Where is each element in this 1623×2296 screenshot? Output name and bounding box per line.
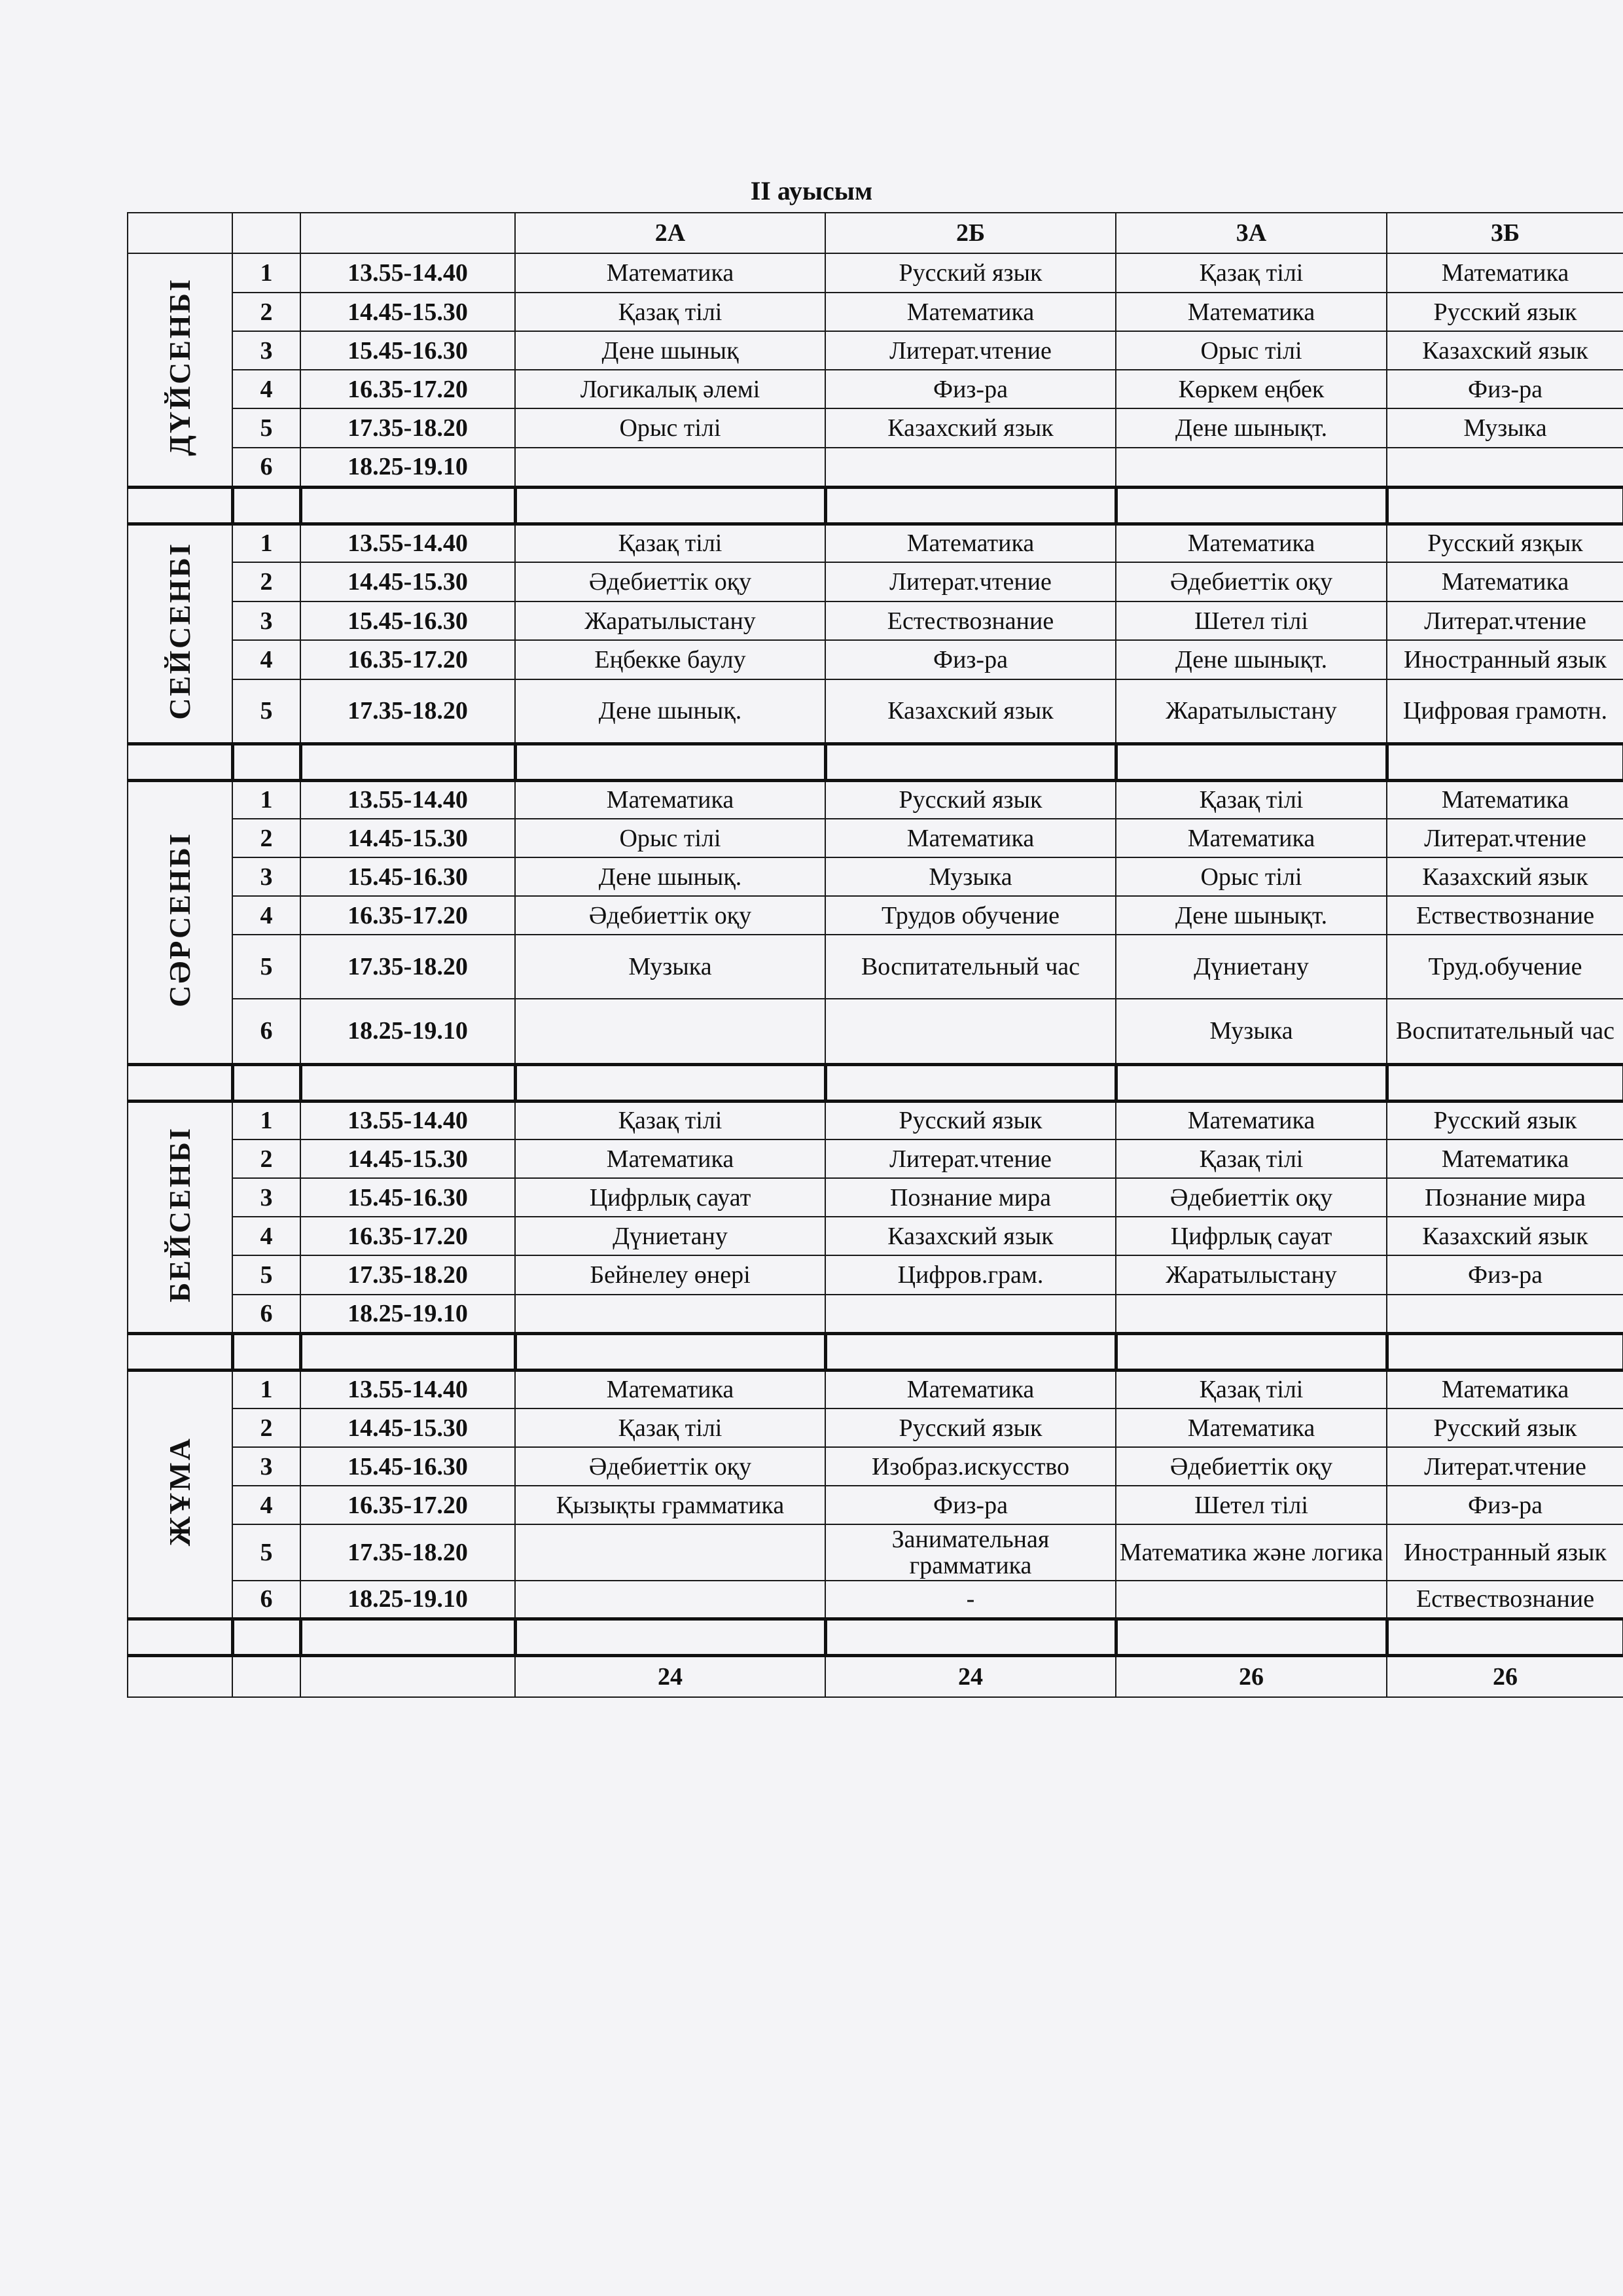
subject-cell: Қазақ тілі [1116, 780, 1387, 819]
lesson-row [128, 819, 1623, 857]
spacer-cell [128, 1619, 232, 1655]
subject-cell: Бейнелеу өнері [515, 1255, 825, 1295]
lesson-row [128, 331, 1623, 370]
spacer-cell [300, 1333, 515, 1370]
subject-cell [825, 999, 1116, 1064]
subject-cell [1116, 448, 1387, 487]
subject-cell: Әдебиеттік оқу [515, 1447, 825, 1486]
subject-cell: Цифровая грамотн. [1387, 679, 1623, 744]
lesson-row [128, 1255, 1623, 1295]
subject-cell: Дене шынық. [515, 857, 825, 896]
lesson-row [128, 1139, 1623, 1178]
lesson-row [128, 1101, 1623, 1139]
subject-cell: Математика [1387, 1370, 1623, 1408]
subject-cell: Әдебиеттік оқу [1116, 1178, 1387, 1217]
lesson-time: 18.25-19.10 [300, 448, 515, 487]
lesson-number: 6 [232, 999, 300, 1064]
totals-blank-cell [300, 1655, 515, 1697]
subject-cell: Математика [825, 819, 1116, 857]
class-total: 26 [1116, 1655, 1387, 1697]
spacer-cell [825, 744, 1116, 780]
subject-cell: Занимательная грамматика [825, 1524, 1116, 1581]
class-total: 24 [825, 1655, 1116, 1697]
lesson-number: 2 [232, 562, 300, 601]
subject-cell: Жаратылыстану [1116, 1255, 1387, 1295]
spacer-row [128, 487, 1623, 524]
totals-row [128, 1655, 1623, 1697]
subject-cell: Казахский язык [825, 679, 1116, 744]
lesson-number: 6 [232, 448, 300, 487]
lesson-row [128, 1408, 1623, 1447]
subject-cell: Көркем еңбек [1116, 370, 1387, 408]
lesson-time: 15.45-16.30 [300, 1447, 515, 1486]
subject-cell: Жаратылыстану [1116, 679, 1387, 744]
lesson-number: 4 [232, 1217, 300, 1255]
lesson-number: 6 [232, 1581, 300, 1619]
subject-cell: Русский язык [1387, 1408, 1623, 1447]
page-title: II ауысым [750, 176, 873, 206]
subject-cell: Математика [515, 253, 825, 293]
lesson-number: 3 [232, 601, 300, 640]
subject-cell: Казахский язык [825, 1217, 1116, 1255]
subject-cell [825, 1295, 1116, 1333]
lesson-row [128, 857, 1623, 896]
subject-cell: Русский язык [1387, 293, 1623, 331]
spacer-cell [1116, 487, 1387, 524]
lesson-row [128, 370, 1623, 408]
lesson-time: 18.25-19.10 [300, 1295, 515, 1333]
subject-cell: Музыка [825, 857, 1116, 896]
subject-cell: Еcтвествознание [1387, 896, 1623, 935]
lesson-number: 4 [232, 370, 300, 408]
lesson-time: 17.35-18.20 [300, 1524, 515, 1581]
lesson-row [128, 253, 1623, 293]
subject-cell: Математика [1387, 253, 1623, 293]
lesson-number: 6 [232, 1295, 300, 1333]
lesson-row [128, 1447, 1623, 1486]
day-cell [128, 524, 232, 744]
subject-cell [515, 999, 825, 1064]
lesson-number: 2 [232, 819, 300, 857]
subject-cell [515, 1524, 825, 1581]
subject-cell: Әдебиеттік оқу [1116, 562, 1387, 601]
subject-cell: Русский язык [825, 1408, 1116, 1447]
subject-cell: Жаратылыстану [515, 601, 825, 640]
subject-cell: Математика [1116, 293, 1387, 331]
day-name: БЕЙСЕНБІ [163, 1126, 196, 1302]
spacer-cell [1116, 1333, 1387, 1370]
subject-cell: Қызықты грамматика [515, 1486, 825, 1524]
spacer-cell [825, 1064, 1116, 1101]
subject-cell: Литерат.чтение [825, 1139, 1116, 1178]
lesson-row [128, 1524, 1623, 1581]
class-header: 3А [1116, 213, 1387, 253]
subject-cell: Физ-ра [825, 640, 1116, 679]
spacer-cell [300, 744, 515, 780]
lesson-row [128, 601, 1623, 640]
subject-cell: Дене шынықт. [1116, 896, 1387, 935]
spacer-row [128, 1064, 1623, 1101]
spacer-cell [128, 487, 232, 524]
lesson-time: 14.45-15.30 [300, 819, 515, 857]
subject-cell: Әдебиеттік оқу [515, 896, 825, 935]
class-header: 3Б [1387, 213, 1623, 253]
day-cell [128, 1101, 232, 1333]
lesson-number: 1 [232, 1101, 300, 1139]
lesson-number: 3 [232, 1178, 300, 1217]
spacer-cell [300, 1064, 515, 1101]
subject-cell: Орыс тілі [1116, 331, 1387, 370]
spacer-cell [128, 1064, 232, 1101]
subject-cell: Дене шынықт. [1116, 408, 1387, 448]
subject-cell: Цифров.грам. [825, 1255, 1116, 1295]
subject-cell: Әдебиеттік оқу [1116, 1447, 1387, 1486]
lesson-number: 5 [232, 1524, 300, 1581]
subject-cell: Математика [1116, 1408, 1387, 1447]
subject-cell: Русский язык [1387, 1101, 1623, 1139]
subject-cell: Қазақ тілі [1116, 1370, 1387, 1408]
lesson-time: 16.35-17.20 [300, 1486, 515, 1524]
lesson-row [128, 293, 1623, 331]
subject-cell: - [825, 1581, 1116, 1619]
spacer-cell [1387, 744, 1623, 780]
lesson-time: 17.35-18.20 [300, 1255, 515, 1295]
spacer-cell [825, 1333, 1116, 1370]
class-total: 24 [515, 1655, 825, 1697]
subject-cell: Орыс тілі [1116, 857, 1387, 896]
day-name: ЖҰМА [163, 1437, 196, 1547]
subject-cell: Қазақ тілі [515, 1101, 825, 1139]
lesson-time: 14.45-15.30 [300, 293, 515, 331]
lesson-row [128, 1178, 1623, 1217]
subject-cell [1116, 1295, 1387, 1333]
subject-cell: Еңбекке баулу [515, 640, 825, 679]
subject-cell: Музыка [1387, 408, 1623, 448]
lesson-row [128, 935, 1623, 999]
header-num-cell [232, 213, 300, 253]
lesson-time: 13.55-14.40 [300, 1370, 515, 1408]
lesson-row [128, 1370, 1623, 1408]
header-row [128, 213, 1623, 253]
lesson-row [128, 448, 1623, 487]
lesson-row [128, 999, 1623, 1064]
lesson-time: 17.35-18.20 [300, 408, 515, 448]
spacer-cell [825, 1619, 1116, 1655]
schedule-body [128, 213, 1623, 1697]
spacer-cell [825, 487, 1116, 524]
lesson-number: 2 [232, 293, 300, 331]
spacer-row [128, 1333, 1623, 1370]
spacer-cell [300, 487, 515, 524]
lesson-row [128, 1295, 1623, 1333]
header-time-cell [300, 213, 515, 253]
subject-cell: Русский язык [825, 780, 1116, 819]
subject-cell: Дүниетану [1116, 935, 1387, 999]
spacer-cell [232, 1333, 300, 1370]
lesson-number: 1 [232, 1370, 300, 1408]
subject-cell: Шетел тілі [1116, 601, 1387, 640]
lesson-number: 5 [232, 679, 300, 744]
subject-cell: Познание мира [825, 1178, 1116, 1217]
class-header: 2А [515, 213, 825, 253]
subject-cell: Қазақ тілі [515, 524, 825, 562]
spacer-cell [232, 1619, 300, 1655]
day-name: СЕЙСЕНБІ [163, 542, 196, 720]
subject-cell: Казахский язык [1387, 1217, 1623, 1255]
schedule-table [127, 212, 1623, 1698]
spacer-cell [232, 1064, 300, 1101]
spacer-row [128, 744, 1623, 780]
subject-cell: Логикалық әлемі [515, 370, 825, 408]
subject-cell: Қазақ тілі [1116, 253, 1387, 293]
subject-cell: Математика [1116, 819, 1387, 857]
subject-cell: Математика [515, 1370, 825, 1408]
lesson-time: 16.35-17.20 [300, 640, 515, 679]
subject-cell: Математика [1387, 780, 1623, 819]
subject-cell: Казахский язык [1387, 331, 1623, 370]
subject-cell: Шетел тілі [1116, 1486, 1387, 1524]
lesson-time: 18.25-19.10 [300, 999, 515, 1064]
subject-cell: Литерат.чтение [1387, 601, 1623, 640]
spacer-cell [232, 487, 300, 524]
lesson-row [128, 1486, 1623, 1524]
lesson-time: 14.45-15.30 [300, 1139, 515, 1178]
spacer-cell [515, 744, 825, 780]
subject-cell: Музыка [515, 935, 825, 999]
lesson-time: 15.45-16.30 [300, 1178, 515, 1217]
day-cell [128, 1370, 232, 1619]
spacer-cell [1116, 1619, 1387, 1655]
spacer-cell [232, 744, 300, 780]
day-cell [128, 780, 232, 1064]
lesson-number: 1 [232, 780, 300, 819]
subject-cell [1387, 1295, 1623, 1333]
spacer-cell [515, 487, 825, 524]
lesson-time: 13.55-14.40 [300, 1101, 515, 1139]
subject-cell [1116, 1581, 1387, 1619]
subject-cell: Математика және логика [1116, 1524, 1387, 1581]
lesson-time: 16.35-17.20 [300, 370, 515, 408]
subject-cell: Физ-ра [1387, 1486, 1623, 1524]
lesson-number: 4 [232, 640, 300, 679]
spacer-cell [128, 1333, 232, 1370]
class-total: 26 [1387, 1655, 1623, 1697]
subject-cell: Физ-ра [825, 370, 1116, 408]
subject-cell: Труд.обучение [1387, 935, 1623, 999]
spacer-row [128, 1619, 1623, 1655]
lesson-row [128, 408, 1623, 448]
lesson-number: 5 [232, 1255, 300, 1295]
subject-cell: Казахский язык [1387, 857, 1623, 896]
lesson-time: 15.45-16.30 [300, 857, 515, 896]
lesson-time: 17.35-18.20 [300, 935, 515, 999]
subject-cell: Орыс тілі [515, 408, 825, 448]
lesson-time: 15.45-16.30 [300, 331, 515, 370]
subject-cell: Математика [825, 524, 1116, 562]
day-name: СӘРСЕНБІ [163, 832, 196, 1007]
subject-cell: Литерат.чтение [1387, 1447, 1623, 1486]
subject-cell: Қазақ тілі [515, 293, 825, 331]
day-cell [128, 253, 232, 487]
totals-blank-cell [232, 1655, 300, 1697]
lesson-time: 16.35-17.20 [300, 1217, 515, 1255]
header-day-cell [128, 213, 232, 253]
subject-cell: Математика [825, 293, 1116, 331]
subject-cell: Физ-ра [1387, 370, 1623, 408]
subject-cell: Русский язык [825, 1101, 1116, 1139]
subject-cell: Литерат.чтение [825, 562, 1116, 601]
spacer-cell [128, 744, 232, 780]
lesson-row [128, 562, 1623, 601]
spacer-cell [1387, 1333, 1623, 1370]
subject-cell: Русский язқык [1387, 524, 1623, 562]
subject-cell: Физ-ра [1387, 1255, 1623, 1295]
spacer-cell [515, 1064, 825, 1101]
lesson-time: 13.55-14.40 [300, 524, 515, 562]
subject-cell: Физ-ра [825, 1486, 1116, 1524]
subject-cell: Иностранный язык [1387, 1524, 1623, 1581]
subject-cell [825, 448, 1116, 487]
lesson-number: 5 [232, 935, 300, 999]
subject-cell: Дүниетану [515, 1217, 825, 1255]
spacer-cell [1387, 487, 1623, 524]
lesson-row [128, 679, 1623, 744]
subject-cell: Цифрлық сауат [515, 1178, 825, 1217]
subject-cell: Дене шынық [515, 331, 825, 370]
lesson-row [128, 524, 1623, 562]
subject-cell: Математика [1387, 1139, 1623, 1178]
spacer-cell [515, 1619, 825, 1655]
subject-cell: Еcтвествознание [1387, 1581, 1623, 1619]
lesson-number: 1 [232, 253, 300, 293]
lesson-row [128, 1581, 1623, 1619]
subject-cell: Познание мира [1387, 1178, 1623, 1217]
lesson-row [128, 640, 1623, 679]
lesson-time: 16.35-17.20 [300, 896, 515, 935]
subject-cell: Математика [1116, 524, 1387, 562]
lesson-time: 17.35-18.20 [300, 679, 515, 744]
spacer-cell [515, 1333, 825, 1370]
subject-cell [1387, 448, 1623, 487]
subject-cell: Қазақ тілі [1116, 1139, 1387, 1178]
subject-cell: Дене шынық. [515, 679, 825, 744]
subject-cell: Изобраз.искусство [825, 1447, 1116, 1486]
lesson-number: 1 [232, 524, 300, 562]
subject-cell: Русский язык [825, 253, 1116, 293]
lesson-time: 14.45-15.30 [300, 1408, 515, 1447]
lesson-number: 4 [232, 896, 300, 935]
subject-cell: Математика [1116, 1101, 1387, 1139]
lesson-number: 3 [232, 1447, 300, 1486]
subject-cell: Математика [515, 780, 825, 819]
subject-cell: Литерат.чтение [825, 331, 1116, 370]
lesson-row [128, 780, 1623, 819]
day-name: ДҮЙСЕНБІ [163, 278, 196, 457]
subject-cell: Математика [825, 1370, 1116, 1408]
lesson-number: 3 [232, 857, 300, 896]
subject-cell: Қазақ тілі [515, 1408, 825, 1447]
lesson-time: 13.55-14.40 [300, 780, 515, 819]
spacer-cell [300, 1619, 515, 1655]
lesson-row [128, 896, 1623, 935]
subject-cell: Естествознание [825, 601, 1116, 640]
lesson-row [128, 1217, 1623, 1255]
subject-cell: Литерат.чтение [1387, 819, 1623, 857]
subject-cell [515, 448, 825, 487]
subject-cell: Воспитательный час [1387, 999, 1623, 1064]
lesson-time: 18.25-19.10 [300, 1581, 515, 1619]
lesson-number: 4 [232, 1486, 300, 1524]
subject-cell: Математика [515, 1139, 825, 1178]
subject-cell: Иностранный язык [1387, 640, 1623, 679]
subject-cell: Трудов обучение [825, 896, 1116, 935]
subject-cell: Цифрлық сауат [1116, 1217, 1387, 1255]
lesson-time: 15.45-16.30 [300, 601, 515, 640]
subject-cell: Әдебиеттік оқу [515, 562, 825, 601]
subject-cell: Математика [1387, 562, 1623, 601]
subject-cell [515, 1295, 825, 1333]
spacer-cell [1116, 1064, 1387, 1101]
spacer-cell [1116, 744, 1387, 780]
totals-blank-cell [128, 1655, 232, 1697]
spacer-cell [1387, 1064, 1623, 1101]
lesson-time: 14.45-15.30 [300, 562, 515, 601]
lesson-number: 2 [232, 1139, 300, 1178]
class-header: 2Б [825, 213, 1116, 253]
lesson-number: 3 [232, 331, 300, 370]
subject-cell [515, 1581, 825, 1619]
lesson-number: 2 [232, 1408, 300, 1447]
lesson-time: 13.55-14.40 [300, 253, 515, 293]
subject-cell: Казахский язык [825, 408, 1116, 448]
subject-cell: Орыс тілі [515, 819, 825, 857]
lesson-number: 5 [232, 408, 300, 448]
subject-cell: Воспитательный час [825, 935, 1116, 999]
subject-cell: Дене шынықт. [1116, 640, 1387, 679]
spacer-cell [1387, 1619, 1623, 1655]
subject-cell: Музыка [1116, 999, 1387, 1064]
